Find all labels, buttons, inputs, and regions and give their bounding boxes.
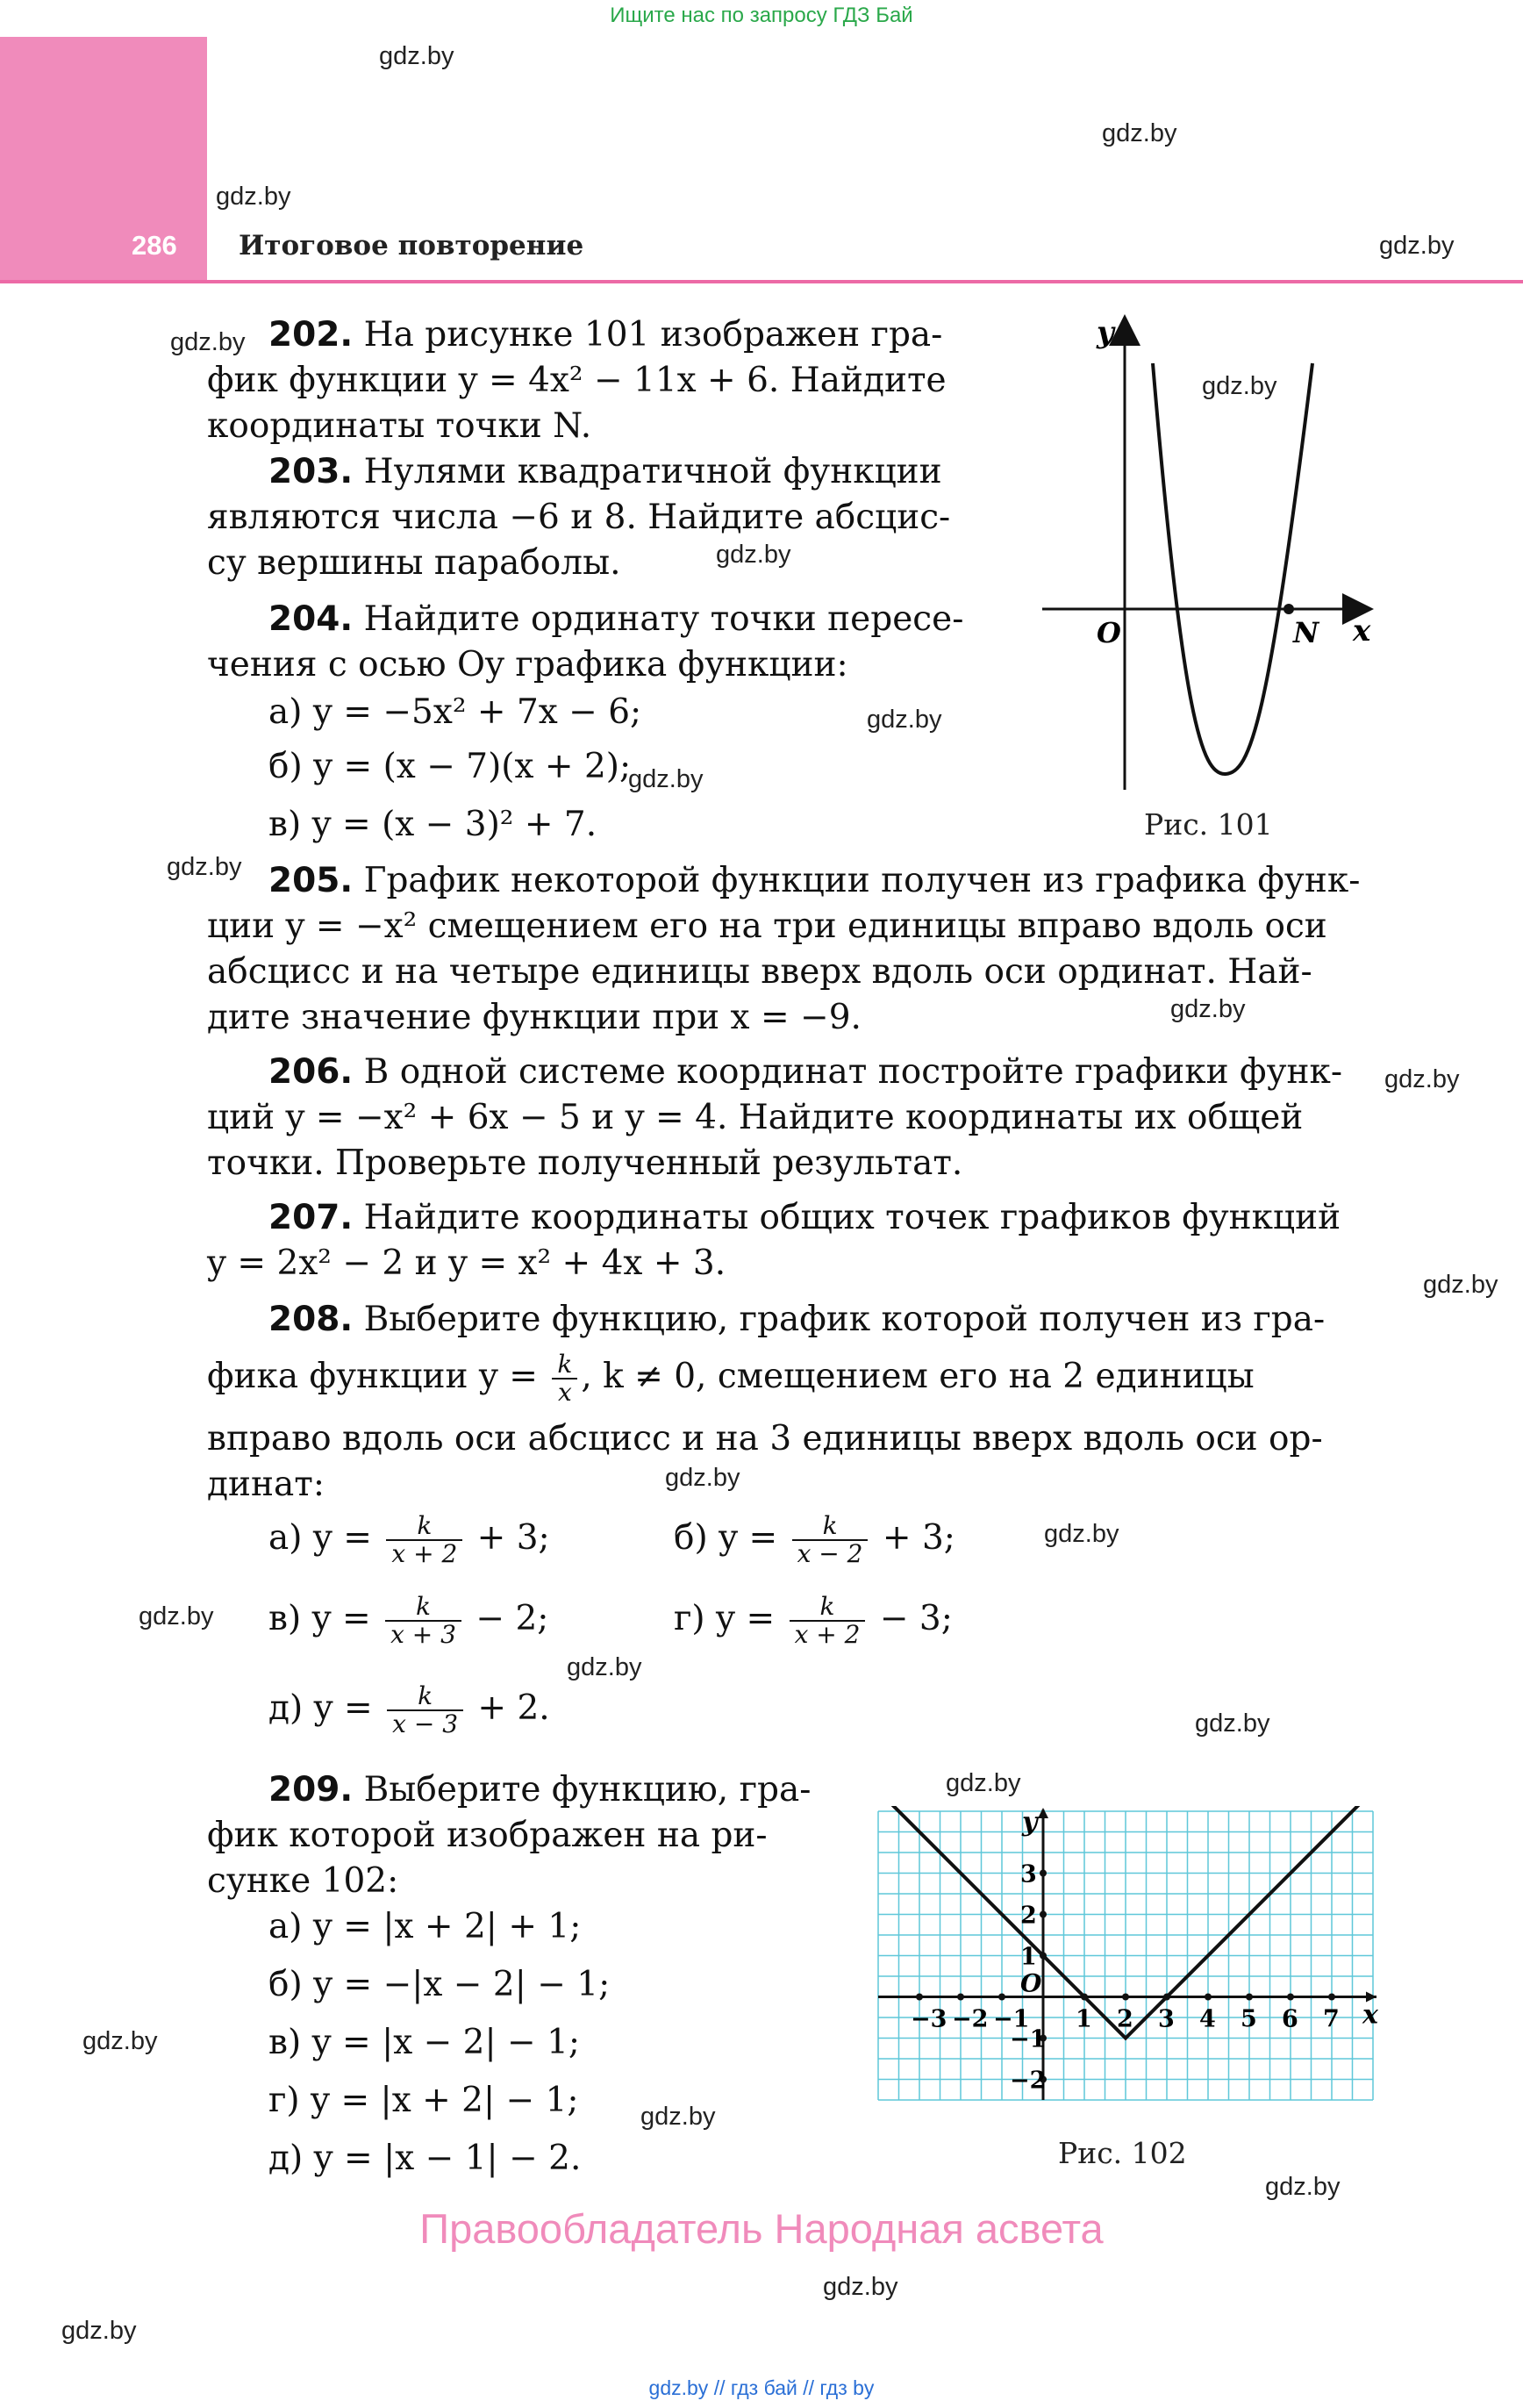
x-tick-dot — [957, 1994, 964, 2001]
watermark: gdz.by — [867, 706, 942, 734]
problem-text: динат: — [207, 1465, 325, 1504]
x-tick-dot — [1205, 1994, 1212, 2001]
denominator: x + 2 — [391, 1539, 458, 1568]
numerator: k — [387, 1683, 463, 1711]
watermark: gdz.by — [1423, 1271, 1498, 1299]
option-label: в) y = — [268, 1599, 371, 1638]
problem-text: фика функции y = — [207, 1357, 538, 1396]
y-axis-arrow — [1038, 1808, 1048, 1818]
problem-203 — [207, 449, 1000, 586]
x-tick-dot — [998, 1994, 1005, 2001]
x-tick-dot — [1246, 1994, 1253, 2001]
problem-text: фик которой изображен на ри- — [207, 1816, 768, 1855]
option-a — [268, 1513, 550, 1567]
option-tail: − 3; — [879, 1599, 953, 1638]
problem-number: 202. — [268, 315, 354, 355]
y-tick-label: 3 — [1020, 1860, 1037, 1888]
numerator: k — [792, 1513, 869, 1541]
x-tick-label: 1 — [1076, 2005, 1092, 2033]
watermark: gdz.by — [1384, 1065, 1460, 1093]
x-tick-label: 5 — [1241, 2005, 1257, 2033]
y-tick-dot — [1040, 1870, 1047, 1877]
problem-text: Выберите функцию, гра- — [363, 1770, 812, 1810]
problem-text: Найдите координаты общих точек графиков функций — [363, 1198, 1341, 1237]
x-tick-dot — [1328, 1994, 1335, 2001]
option-e: д) y = |x − 1| − 2. — [268, 2139, 582, 2178]
problem-text: сунке 102: — [207, 1861, 399, 1901]
x-tick-label: −1 — [993, 2005, 1030, 2033]
y-tick-dot — [1040, 1911, 1047, 1918]
x-tick-label: −3 — [911, 2005, 947, 2033]
numerator: k — [790, 1594, 866, 1622]
point-n — [1283, 604, 1294, 614]
problem-text: координаты точки N. — [207, 406, 592, 446]
page-number: 286 — [132, 230, 177, 261]
problem-text: В одной системе координат постройте графики функ- — [363, 1052, 1343, 1092]
x-tick-dot — [1081, 1994, 1088, 2001]
watermark: gdz.by — [216, 183, 291, 211]
problem-number: 204. — [268, 599, 354, 639]
problem-text: ции y = −x² смещением его на три единицы вправо вдоль оси — [207, 907, 1327, 946]
option-tail: + 2. — [477, 1688, 550, 1728]
x-tick-label: 4 — [1199, 2005, 1216, 2033]
watermark: gdz.by — [567, 1653, 642, 1681]
problem-number: 208. — [268, 1300, 354, 1339]
fraction — [790, 1594, 866, 1648]
watermark: gdz.by — [1202, 372, 1277, 400]
option-tail: + 3; — [476, 1518, 550, 1558]
origin-label: O — [1020, 1968, 1042, 1998]
denominator: x − 2 — [797, 1539, 863, 1568]
option-c: в) y = (x − 3)² + 7. — [268, 805, 597, 844]
x-tick-label: −2 — [952, 2005, 989, 2033]
option-label: д) y = — [268, 1688, 373, 1728]
problem-205 — [207, 858, 1377, 1041]
x-tick-dot — [1163, 1994, 1170, 2001]
problem-text: Нулями квадратичной функции — [363, 452, 942, 491]
option-label: а) y = — [268, 1518, 372, 1558]
fraction — [385, 1594, 461, 1648]
option-label: г) y = — [674, 1599, 776, 1638]
problem-208 — [268, 1297, 1377, 1343]
numerator: k — [385, 1594, 461, 1622]
y-tick-label: 2 — [1020, 1902, 1037, 1930]
denominator: x + 3 — [390, 1620, 456, 1649]
footer-links[interactable]: gdz.by // гдз бай // гдз by — [648, 2376, 875, 2399]
x-axis-label: x — [1353, 613, 1371, 649]
top-note: Ищите нас по запросу ГДЗ Бай — [610, 4, 913, 27]
problem-text: являются числа −6 и 8. Найдите абсцис- — [207, 498, 951, 537]
x-axis-label: x — [1362, 1999, 1378, 2031]
problem-text: Найдите ординату точки пересе- — [363, 599, 964, 639]
watermark: gdz.by — [1265, 2173, 1341, 2201]
problem-text: График некоторой функции получен из графика функ- — [363, 861, 1361, 900]
problem-number: 209. — [268, 1770, 354, 1810]
watermark: gdz.by — [1170, 995, 1246, 1023]
problem-number: 206. — [268, 1052, 354, 1092]
problem-208-line2 — [207, 1351, 1255, 1406]
y-tick-label: 1 — [1020, 1943, 1037, 1971]
denominator: x — [557, 1378, 572, 1407]
watermark: gdz.by — [1044, 1520, 1119, 1548]
x-tick-label: 7 — [1323, 2005, 1340, 2033]
problem-text: ций y = −x² + 6x − 5 и y = 4. Найдите координаты их общей — [207, 1098, 1304, 1137]
problem-204 — [207, 597, 1000, 688]
problem-number: 205. — [268, 861, 354, 900]
watermark: gdz.by — [628, 765, 704, 793]
figure-101-graph — [1035, 307, 1386, 851]
problem-text: Выберите функцию, график которой получен из гра- — [363, 1300, 1326, 1339]
option-d — [674, 1594, 953, 1648]
problem-text: фик функции y = 4x² − 11x + 6. Найдите — [207, 361, 947, 400]
denominator: x + 2 — [794, 1620, 861, 1649]
x-tick-label: 3 — [1158, 2005, 1175, 2033]
x-tick-dot — [1287, 1994, 1294, 2001]
fraction — [792, 1513, 869, 1567]
x-tick-label: 6 — [1282, 2005, 1298, 2033]
problem-207 — [207, 1195, 1377, 1286]
denominator: x − 3 — [392, 1709, 459, 1738]
watermark: gdz.by — [82, 2027, 158, 2055]
parabola-curve — [1153, 363, 1312, 774]
watermark: gdz.by — [1379, 232, 1455, 260]
problem-number: 207. — [268, 1198, 354, 1237]
figure-102-caption: Рис. 102 — [1058, 2136, 1187, 2170]
option-tail: + 3; — [882, 1518, 955, 1558]
problem-209 — [207, 1767, 830, 1904]
figure-102-graph — [874, 1806, 1383, 2110]
header-rule — [0, 280, 1523, 283]
numerator: k — [386, 1513, 462, 1541]
option-tail: − 2; — [475, 1599, 549, 1638]
watermark: gdz.by — [1102, 119, 1177, 147]
point-n-label: N — [1293, 616, 1319, 649]
x-tick-dot — [1122, 1994, 1129, 2001]
option-e — [268, 1683, 550, 1738]
y-tick-label: −1 — [1010, 2025, 1047, 2053]
problem-text: точки. Проверьте полученный результат. — [207, 1143, 963, 1183]
problem-208-line3 — [207, 1416, 1377, 1508]
option-a: а) y = −5x² + 7x − 6; — [268, 692, 642, 732]
problem-number: 203. — [268, 452, 354, 491]
origin-label: O — [1097, 616, 1121, 649]
problem-text: су вершины параболы. — [207, 543, 621, 583]
fraction — [387, 1683, 463, 1738]
watermark: gdz.by — [139, 1602, 214, 1630]
fraction — [386, 1513, 462, 1567]
option-c: в) y = |x − 2| − 1; — [268, 2023, 581, 2062]
y-tick-label: −2 — [1010, 2067, 1047, 2095]
problem-206 — [207, 1050, 1377, 1186]
option-label: б) y = — [674, 1518, 778, 1558]
option-d: г) y = |x + 2| − 1; — [268, 2081, 579, 2120]
watermark: gdz.by — [170, 328, 246, 356]
watermark: gdz.by — [665, 1464, 740, 1492]
numerator: k — [552, 1351, 577, 1380]
watermark: gdz.by — [167, 853, 242, 881]
watermark: gdz.by — [716, 541, 791, 569]
x-tick-label: 2 — [1117, 2005, 1133, 2033]
y-axis-label: y — [1022, 1807, 1038, 1838]
watermark: gdz.by — [640, 2103, 716, 2131]
problem-text: дите значение функции при x = −9. — [207, 998, 862, 1037]
y-tick-dot — [1040, 1953, 1047, 1960]
section-title: Итоговое повторение — [239, 230, 584, 262]
figure-101-caption: Рис. 101 — [1144, 807, 1273, 842]
x-tick-dot — [916, 1994, 923, 2001]
option-b: б) y = (x − 7)(x + 2); — [268, 747, 632, 786]
watermark: gdz.by — [946, 1769, 1021, 1797]
copyright-owner: Правообладатель Народная асвета — [419, 2205, 1104, 2252]
option-b — [674, 1513, 955, 1567]
watermark: gdz.by — [379, 42, 454, 70]
problem-text: y = 2x² − 2 и y = x² + 4x + 3. — [207, 1243, 726, 1283]
option-c — [268, 1594, 548, 1648]
problem-text: , k ≠ 0, смещением его на 2 единицы — [581, 1357, 1255, 1396]
problem-text: абсцисс и на четыре единицы вверх вдоль оси ординат. Най- — [207, 952, 1312, 992]
problem-text: На рисунке 101 изображен гра- — [363, 315, 943, 355]
watermark: gdz.by — [1195, 1709, 1270, 1738]
fraction — [552, 1351, 577, 1406]
watermark: gdz.by — [61, 2317, 137, 2345]
problem-text: вправо вдоль оси абсцисс и на 3 единицы вверх вдоль оси ор- — [207, 1419, 1323, 1458]
problem-text: чения с осью Oy графика функции: — [207, 645, 848, 684]
option-b: б) y = −|x − 2| − 1; — [268, 1965, 611, 2004]
y-axis-label: y — [1097, 315, 1114, 350]
watermark: gdz.by — [823, 2273, 898, 2301]
option-a: а) y = |x + 2| + 1; — [268, 1907, 582, 1946]
